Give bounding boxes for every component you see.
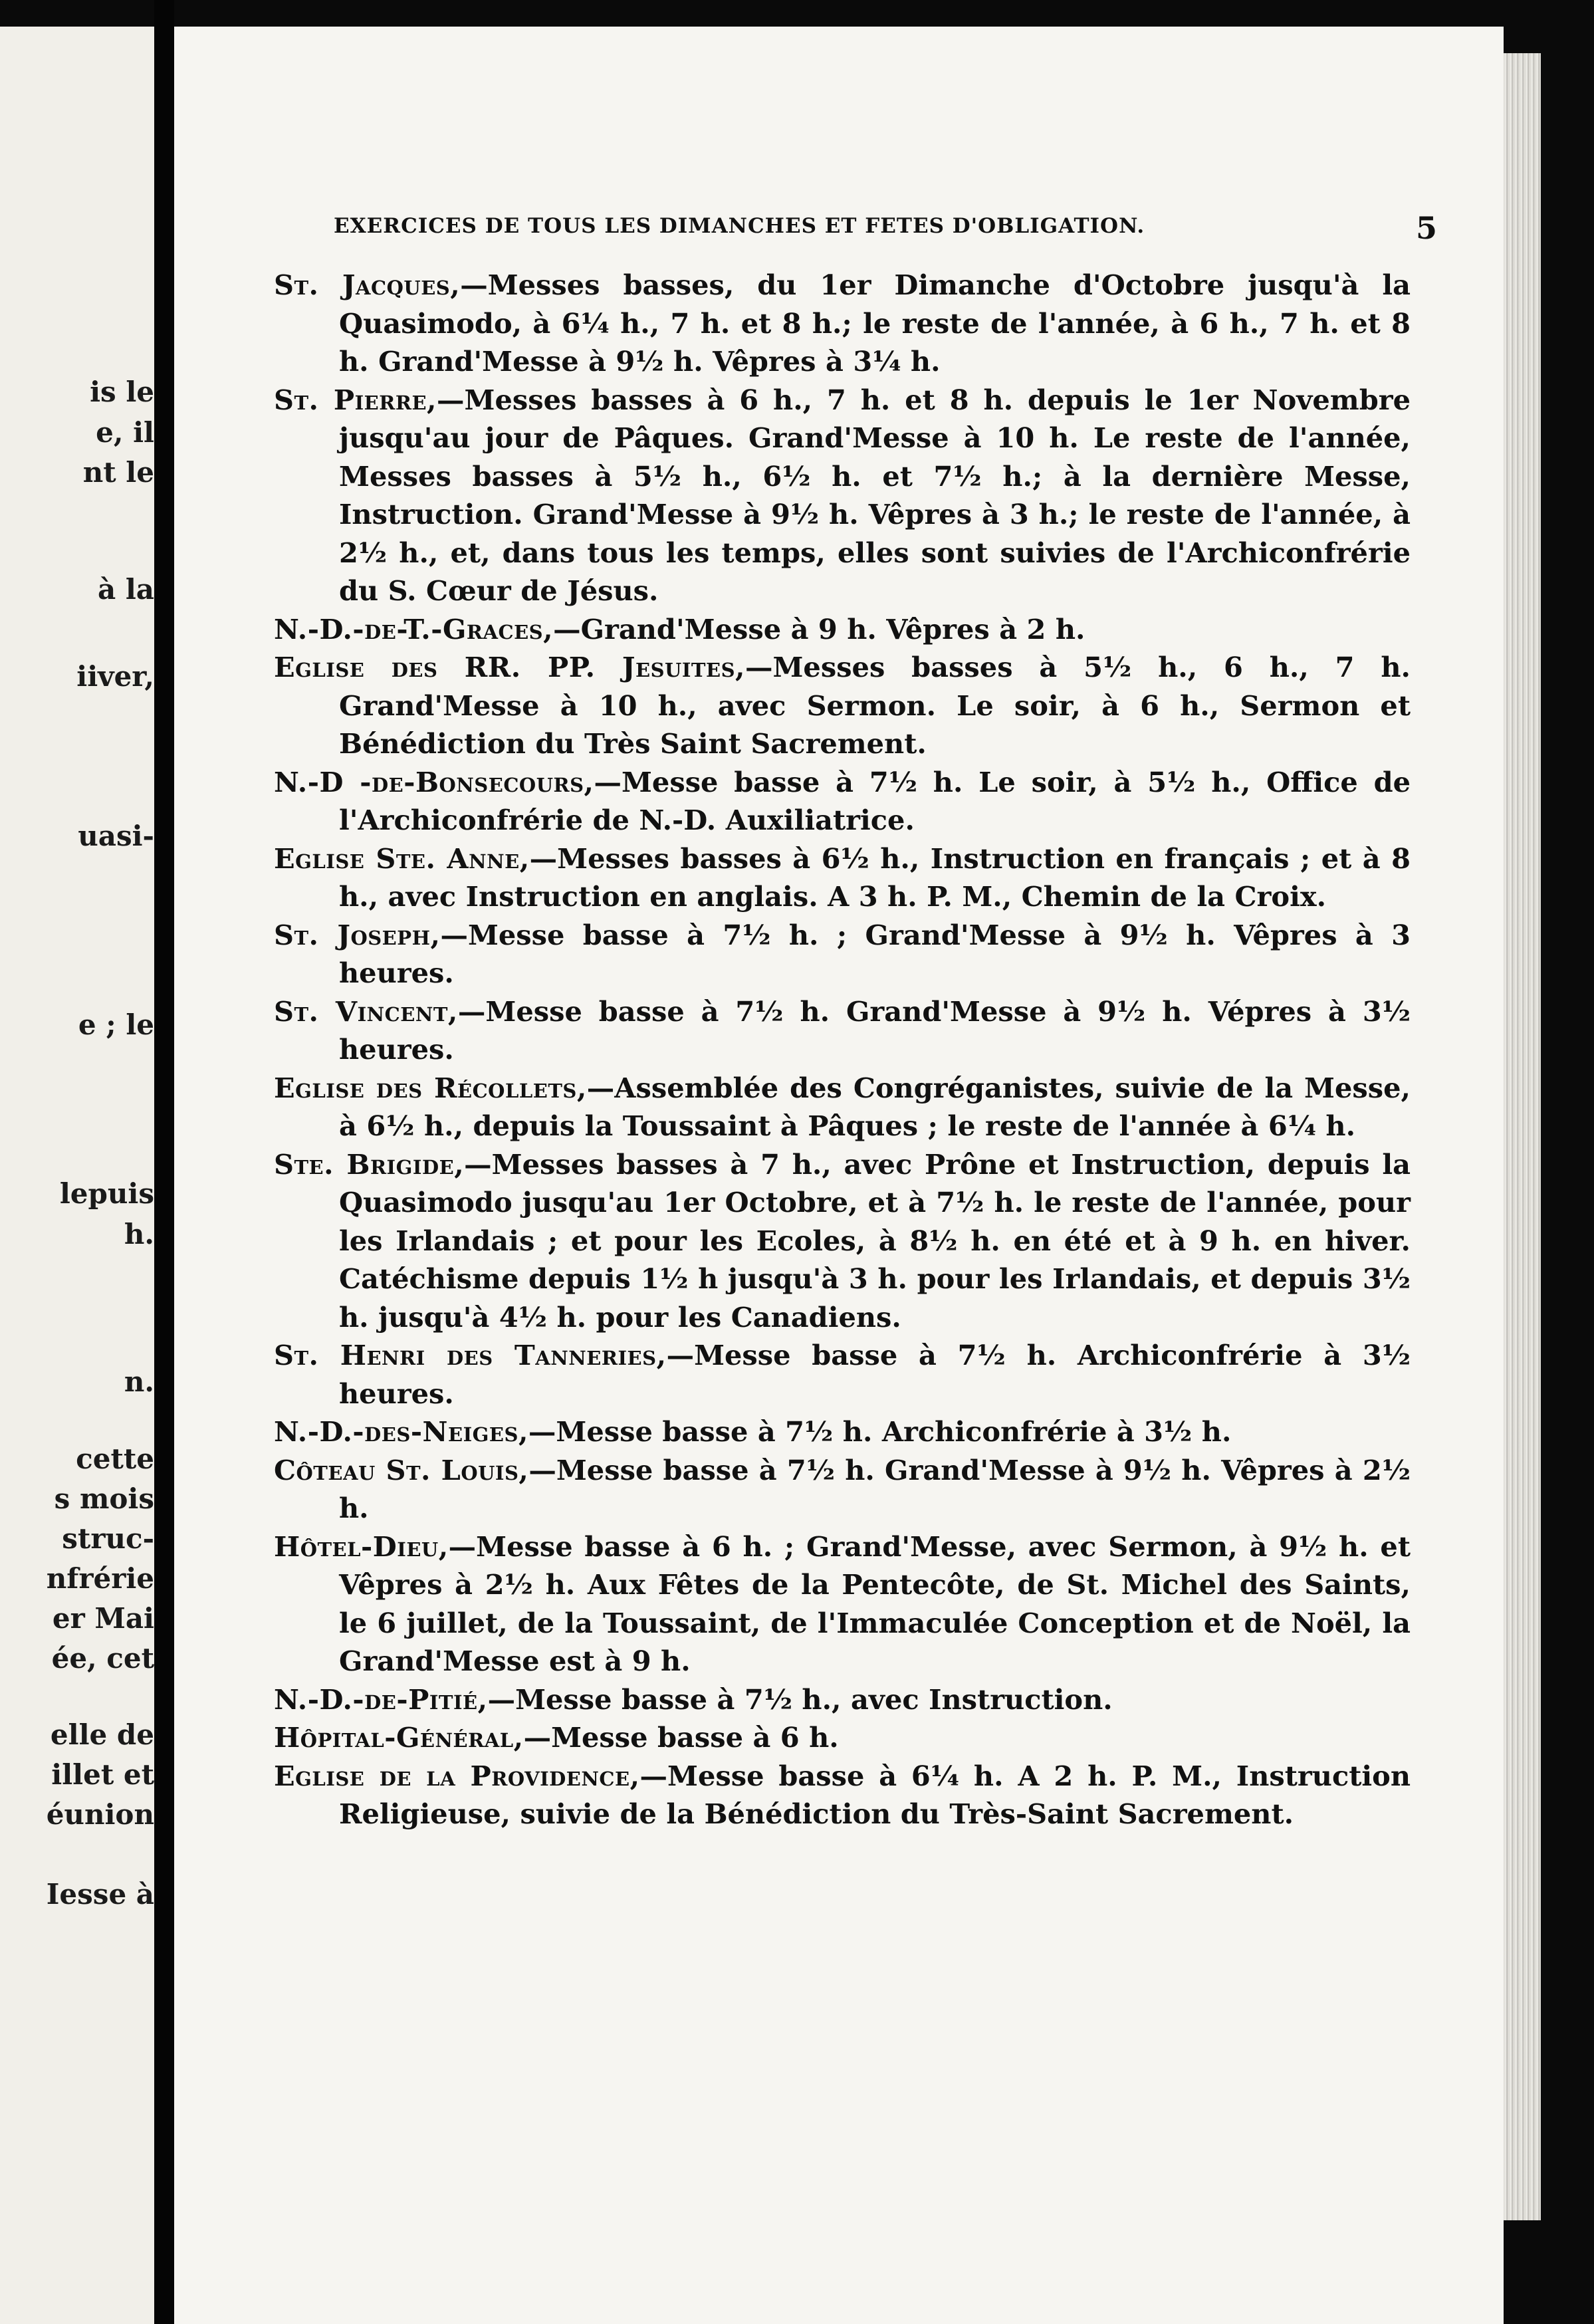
- church-name: N.-D.-de-T.-Graces,: [274, 612, 554, 645]
- church-name: St. Vincent,: [274, 994, 458, 1028]
- left-page-fragment: h.: [124, 1218, 154, 1250]
- schedule-text: —Messe basse à 7½ h. Grand'Messe à 9½ h. Vêpres à 2½ h.: [339, 1453, 1411, 1524]
- left-page-fragment: er Mai: [52, 1602, 154, 1635]
- schedule-text: —Grand'Messe à 9 h. Vêpres à 2 h.: [553, 612, 1085, 645]
- church-name: Ste. Brigide,: [274, 1147, 465, 1181]
- church-name: N.-D.-des-Neiges,: [274, 1415, 528, 1448]
- schedule-entry: [274, 1413, 1411, 1451]
- church-name: Eglise de la Providence,: [274, 1759, 640, 1792]
- entries-list: [274, 266, 1411, 1833]
- schedule-text: —Messe basse à 7½ h. Archiconfrérie à 3½ h.: [528, 1415, 1232, 1448]
- church-name: Hôtel-Dieu,: [274, 1530, 449, 1563]
- schedule-entry: [274, 1681, 1411, 1719]
- schedule-entry: [274, 1757, 1411, 1833]
- schedule-text: —Messe basse à 7½ h. Grand'Messe à 9½ h. Vépres à 3½ heures.: [339, 994, 1411, 1066]
- schedule-text: —Messes basses, du 1er Dimanche d'Octobre jusqu'à la Quasimodo, à 6¼ h., 7 h. et 8 h.; le reste de l'année, à 6 h., 7 h. et 8 h. Grand'Messe à 9½ h. Vêpres à 3¼ h.: [339, 269, 1411, 378]
- church-name: N.-D.-de-Pitié,: [274, 1683, 488, 1716]
- schedule-entry: [274, 1451, 1411, 1528]
- left-page-fragment: nfrérie: [46, 1562, 154, 1595]
- main-page: [174, 27, 1504, 2324]
- schedule-text: —Assemblée des Congréganistes, suivie de la Messe, à 6½ h., depuis la Toussaint à Pâques ; le reste de l'année à 6¼ h.: [339, 1071, 1411, 1142]
- left-page-fragment: is le: [90, 376, 154, 408]
- left-page-fragment: lepuis: [59, 1177, 154, 1210]
- schedule-entry: [274, 763, 1411, 840]
- schedule-entry: [274, 840, 1411, 916]
- church-name: Côteau St. Louis,: [274, 1453, 529, 1486]
- schedule-entry: [274, 1336, 1411, 1413]
- schedule-text: —Messe basse à 7½ h., avec Instruction.: [487, 1683, 1113, 1716]
- schedule-text: —Messe basse à 7½ h. Le soir, à 5½ h., Office de l'Archiconfrérie de N.-D. Auxiliatrice.: [339, 765, 1411, 836]
- schedule-entry: [274, 381, 1411, 610]
- left-page-edge: [0, 27, 154, 2324]
- left-page-fragment: n.: [124, 1365, 154, 1398]
- church-name: Eglise des Récollets,: [274, 1071, 587, 1104]
- schedule-entry: [274, 992, 1411, 1069]
- left-page-fragment: s mois: [54, 1482, 154, 1515]
- left-page-fragment: Iesse à: [46, 1878, 154, 1911]
- schedule-text: —Messes basses à 5½ h., 6 h., 7 h. Grand'Messe à 10 h., avec Sermon. Le soir, à 6 h., Sermon et Bénédiction du Très Saint Sacrement.: [339, 651, 1411, 760]
- schedule-entry: [274, 916, 1411, 992]
- schedule-text: —Messes basses à 7 h., avec Prône et Instruction, depuis la Quasimodo jusqu'au 1er Octobre, et à 7½ h. le reste de l'année, pour les Irlandais ; et pour les Ecoles, à 8½ h. en été et à 9 h. en hiver. Catéchisme depuis 1½ h jusqu'à 3 h. pour les Irlandais, et depuis 3½ h. jusqu'à 4½ h. pour les Canadiens.: [339, 1147, 1411, 1334]
- schedule-entry: [274, 610, 1411, 649]
- church-name: St. Pierre,: [274, 383, 437, 416]
- left-page-fragment: à la: [97, 573, 154, 606]
- left-page-fragment: éunion: [46, 1798, 154, 1831]
- left-page-fragment: ée, cet: [51, 1642, 154, 1675]
- left-page-fragment: elle de: [50, 1718, 154, 1751]
- church-name: St. Jacques,: [274, 269, 461, 301]
- schedule-entry: [274, 1528, 1411, 1681]
- schedule-text: —Messes basses à 6½ h., Instruction en français ; et à 8 h., avec Instruction en anglais. A 3 h. P. M., Chemin de la Croix.: [339, 842, 1411, 913]
- church-name: Eglise des RR. PP. Jesuites,: [274, 651, 745, 683]
- left-page-fragment: iiver,: [76, 660, 154, 693]
- schedule-text: —Messe basse à 7½ h. ; Grand'Messe à 9½ h. Vêpres à 3 heures.: [339, 918, 1411, 989]
- church-name: Eglise Ste. Anne,: [274, 842, 530, 875]
- schedule-text: —Messe basse à 6 h.: [523, 1721, 839, 1754]
- schedule-entry: [274, 266, 1411, 381]
- page-stack-edge: [1504, 53, 1541, 2220]
- schedule-text: —Messe basse à 6 h. ; Grand'Messe, avec Sermon, à 9½ h. et Vêpres à 2½ h. Aux Fêtes de la Pentecôte, de St. Michel des Saints, le 6 juillet, de la Toussaint, de l'Immaculée Conception et de Noël, la Grand'Messe est à 9 h.: [339, 1530, 1411, 1677]
- left-page-fragment: e ; le: [78, 1008, 154, 1041]
- running-header: [334, 210, 1437, 254]
- schedule-entry: [274, 1145, 1411, 1337]
- church-name: Hôpital-Général,: [274, 1721, 524, 1754]
- left-page-fragment: struc-: [62, 1522, 154, 1555]
- schedule-text: —Messe basse à 7½ h. Archiconfrérie à 3½ heures.: [339, 1339, 1411, 1410]
- church-name: St. Joseph,: [274, 918, 441, 951]
- schedule-entry: [274, 1069, 1411, 1145]
- running-title: EXERCICES DE TOUS LES DIMANCHES ET FETES D'OBLIGATION.: [334, 214, 1145, 238]
- schedule-entry: [274, 648, 1411, 763]
- schedule-text: —Messes basses à 6 h., 7 h. et 8 h. depuis le 1er Novembre jusqu'au jour de Pâques. Grand'Messe à 10 h. Le reste de l'année, Messes basses à 5½ h., 6½ h. et 7½ h.; à la dernière Messe, Instruction. Grand'Messe à 9½ h. Vêpres à 3 h.; le reste de l'année, à 2½ h., et, dans tous les temps, elles sont suivies de l'Archiconfrérie du S. Cœur de Jésus.: [339, 383, 1411, 607]
- left-page-fragment: e, il: [96, 416, 154, 449]
- church-name: N.-D -de-Bonsecours,: [274, 765, 594, 798]
- page-number: 5: [1415, 210, 1437, 246]
- left-page-fragment: illet et: [51, 1758, 154, 1791]
- church-name: St. Henri des Tanneries,: [274, 1339, 667, 1371]
- schedule-text: —Messe basse à 6¼ h. A 2 h. P. M., Instruction Religieuse, suivie de la Bénédiction du Très-Saint Sacrement.: [339, 1759, 1411, 1830]
- book-gutter: [154, 0, 174, 2324]
- left-page-fragment: cette: [76, 1443, 154, 1475]
- left-page-fragment: uasi-: [78, 820, 154, 852]
- schedule-entry: [274, 1718, 1411, 1757]
- left-page-fragment: nt le: [82, 456, 154, 489]
